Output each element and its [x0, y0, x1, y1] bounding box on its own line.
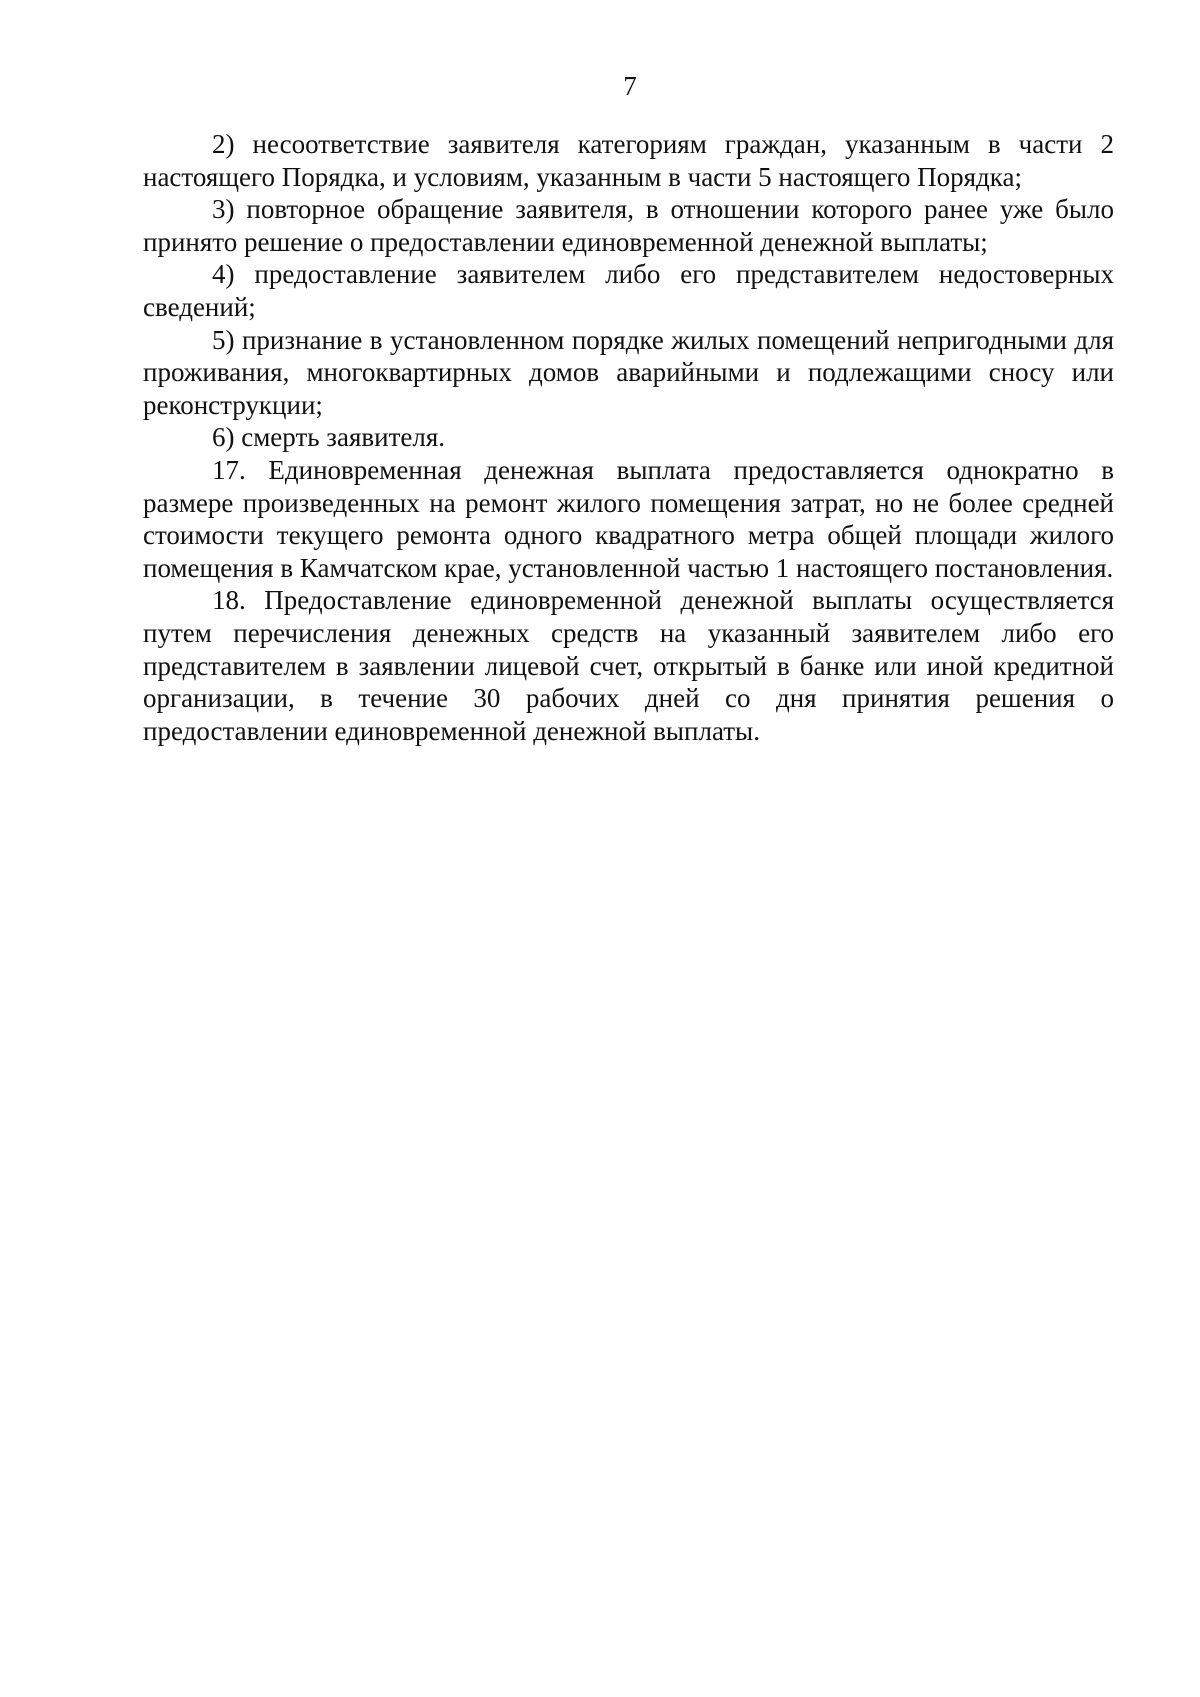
list-item-2: 2) несоответствие заявителя категориям граждан, указанным в части 2 настоящего Порядка, и условиям, указанным в части 5 настоящего Порядка;: [143, 129, 1114, 192]
document-body: [143, 128, 1114, 747]
clause-17: 17. Единовременная денежная выплата предоставляется однократно в размере произведенных на ремонт жилого помещения затрат, но не более средней стоимости текущего ремонта одного квадратного метра общей площади жилого помещения в Камчатском крае, установленной частью 1 настоящего постановления.: [143, 454, 1114, 583]
list-item-4: 4) предоставление заявителем либо его представителем недостоверных сведений;: [143, 259, 1114, 322]
list-item-3: 3) повторное обращение заявителя, в отношении которого ранее уже было принято решение о предоставлении единовременной денежной выплаты;: [143, 194, 1114, 257]
list-item-6: 6) смерть заявителя.: [212, 422, 445, 453]
clause-18: 18. Предоставление единовременной денежной выплаты осуществляется путем перечисления денежных средств на указанный заявителем либо его представителем в заявлении лицевой счет, открытый в банке или иной кредитной организации, в течение 30 рабочих дней со дня принятия решения о предоставлении единовременной денежной выплаты.: [143, 585, 1114, 746]
page-number: 7: [623, 71, 637, 101]
list-item-5: 5) признание в установленном порядке жилых помещений непригодными для проживания, многоквартирных домов аварийными и подлежащими сносу или реконструкции;: [143, 324, 1114, 420]
